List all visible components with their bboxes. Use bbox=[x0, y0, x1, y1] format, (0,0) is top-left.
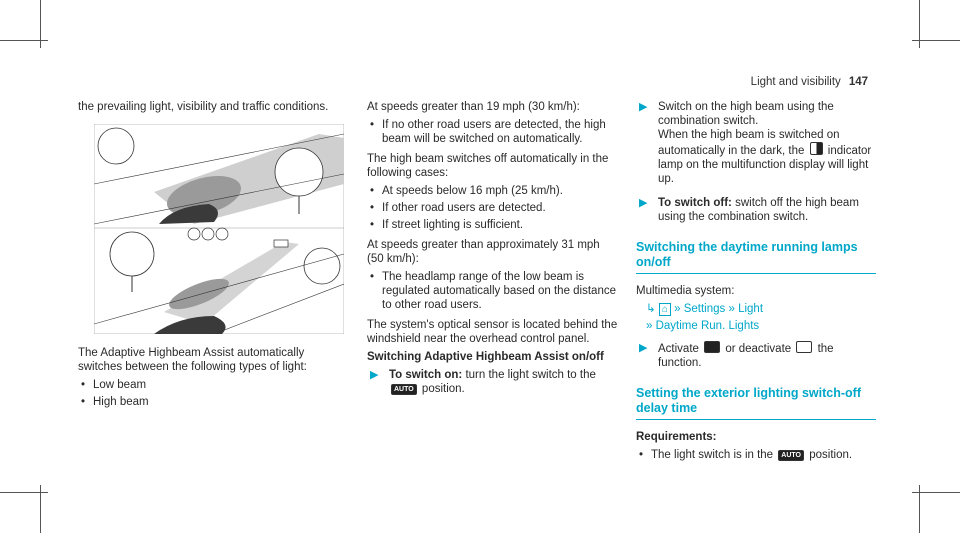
nav-light[interactable]: Light bbox=[738, 303, 764, 315]
toggle-off-icon[interactable] bbox=[796, 341, 812, 353]
speed-range-list bbox=[367, 270, 619, 312]
auto-icon: AUTO bbox=[391, 384, 417, 395]
step1b-text bbox=[658, 128, 876, 186]
chevron-icon: » bbox=[674, 303, 681, 315]
switch-off-step bbox=[636, 196, 876, 224]
list-item: • The headlamp range of the low beam is regulated automatically based on the distance to other road users. bbox=[367, 270, 619, 312]
switch-on-label: To switch on: bbox=[389, 369, 463, 381]
switch-on-step bbox=[367, 368, 619, 396]
step-arrow-icon: ▶ bbox=[370, 369, 379, 381]
step-arrow-icon: ▶ bbox=[639, 197, 648, 209]
step1b-pre: When the high beam is switched on automatically in the dark, the bbox=[658, 129, 840, 157]
step-arrow-icon: ▶ bbox=[639, 101, 648, 113]
switch-off-label: To switch off: bbox=[658, 197, 732, 209]
list-item: • If street lighting is sufficient. bbox=[367, 218, 619, 232]
switch-off-intro: The high beam switches off automatically in the following cases: bbox=[367, 153, 609, 179]
intro-text: the prevailing light, visibility and traffic conditions. bbox=[78, 101, 329, 113]
running-header bbox=[751, 75, 868, 89]
speed-range-text: At speeds greater than approximately 31 mph (50 km/h): bbox=[367, 239, 600, 265]
requirement-pre: The light switch is in the bbox=[651, 449, 774, 461]
crop-mark bbox=[912, 492, 960, 493]
high-beam-indicator-icon bbox=[810, 142, 823, 155]
activate-step bbox=[636, 341, 876, 370]
nav-daytime-lights[interactable]: Daytime Run. Lights bbox=[655, 320, 760, 332]
illustration-caption: The Adaptive Highbeam Assist automatically switches between the following types of light: bbox=[78, 347, 307, 373]
switch-on-text: turn the light switch to the bbox=[465, 369, 596, 381]
page-number: 147 bbox=[848, 76, 868, 88]
list-item: • At speeds below 16 mph (25 km/h). bbox=[367, 184, 619, 198]
speed-high-text: At speeds greater than 19 mph (30 km/h): bbox=[367, 101, 580, 113]
step1b-post: indicator lamp on the multifunction display will light up. bbox=[658, 145, 872, 185]
column-1 bbox=[78, 100, 348, 415]
requirements-label: Requirements: bbox=[636, 431, 717, 443]
nav-settings[interactable]: Settings bbox=[683, 303, 726, 315]
auto-icon: AUTO bbox=[778, 450, 804, 461]
high-beam-step bbox=[636, 100, 876, 186]
nav-arrow-icon: ↳ bbox=[646, 303, 656, 315]
switch-off-list bbox=[367, 184, 619, 232]
drl-section-title: Switching the daytime running lamps on/off bbox=[636, 240, 876, 274]
nav-path bbox=[636, 302, 876, 333]
crop-mark bbox=[0, 492, 48, 493]
home-icon[interactable]: ⌂ bbox=[659, 303, 671, 316]
switch-off-text: switch off the high beam using the combination switch. bbox=[658, 197, 859, 223]
activate-post: the function. bbox=[658, 343, 834, 369]
requirements-list bbox=[636, 448, 876, 462]
toggle-on-icon[interactable] bbox=[704, 341, 720, 353]
sensor-text: The system's optical sensor is located behind the windshield near the overhead control panel. bbox=[367, 319, 618, 345]
delay-section-title: Setting the exterior lighting switch-off delay time bbox=[636, 386, 876, 420]
requirement-post: position. bbox=[809, 449, 853, 461]
list-item: • If other road users are detected. bbox=[367, 201, 619, 215]
crop-mark bbox=[0, 40, 48, 41]
activate-pre: Activate bbox=[658, 343, 699, 355]
speed-high-list bbox=[367, 118, 619, 146]
chevron-icon: » bbox=[728, 303, 735, 315]
header-title: Light and visibility bbox=[750, 76, 841, 88]
list-item: • If no other road users are detected, the high beam will be switched on automatically. bbox=[367, 118, 619, 146]
list-item: • High beam bbox=[78, 395, 348, 409]
switching-heading: Switching Adaptive Highbeam Assist on/off bbox=[367, 351, 604, 363]
step-arrow-icon: ▶ bbox=[639, 342, 648, 354]
step1-text: Switch on the high beam using the combination switch. bbox=[658, 101, 834, 127]
column-3 bbox=[636, 100, 876, 468]
switch-on-tail: position. bbox=[421, 383, 465, 395]
chevron-icon: » bbox=[646, 320, 653, 332]
crop-mark bbox=[912, 40, 960, 41]
list-item: • Low beam bbox=[78, 378, 348, 392]
multimedia-label: Multimedia system: bbox=[636, 285, 735, 297]
light-types-list bbox=[78, 378, 348, 409]
activate-mid: or deactivate bbox=[725, 343, 792, 355]
column-2 bbox=[367, 100, 619, 402]
list-item bbox=[636, 448, 876, 462]
highbeam-illustration bbox=[94, 124, 344, 334]
